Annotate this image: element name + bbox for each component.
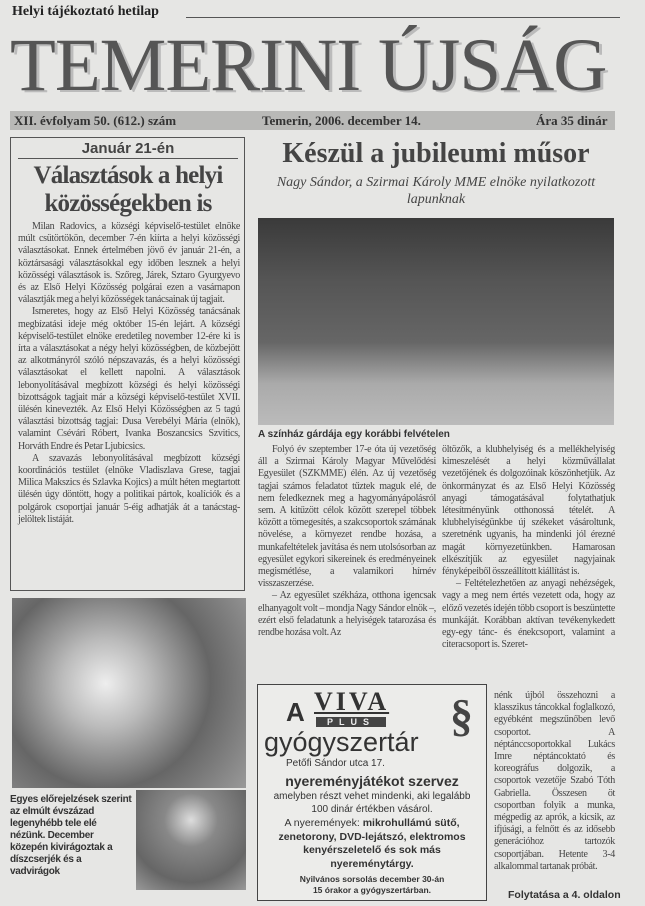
ad-name: gyógyszertár [264,727,419,757]
photo-caption: Egyes előrejelzések szerint az elmúlt évszázad legenyhébb tele elé nézünk. December közepén kivirágoztak a díszcserjék és a vadvirágok [10,794,132,877]
kicker: Helyi tájékoztató hetilap [12,4,159,19]
photo-caption: A színház gárdája egy korábbi felvételen [258,429,450,440]
divider [186,17,620,18]
theatre-photo [258,218,614,425]
ad-brand: VIVA [314,687,390,716]
ad-draw: Nyilvános sorsolás december 30-án 15 órakor a gyógyszertárban. [299,874,445,895]
price: Ára 35 dinár [536,113,608,128]
article-column [494,690,615,873]
ad-headline: nyereményjátékot szervez [285,773,459,789]
paragraph: Ismeretes, hogy az Első Helyi Közösség tanácsának megbízatási ideje még október 15-én lejárt. A községi képviselő-testület elnöke eredetileg november 12-ére ki is írta a választásokat a négy helyi közösségben, de közbejött az alkotmányról szóló népszavazás, és a helyi közösségi választásokat el kellett napolni. A választások lebonyolításával megbízott községi és helyi közösségi bizottságok tagjait már a községi képviselő-testület XVII. ülésén kinevezték. Az Első Helyi Közösségben az 5 tagú választási bizottság tagjai: Dusa Verebélyi Mária (elnök), valamint Csévári Róbert, Ivanka Boszancsics Szvitics, Horváth Endre és Petar Ljubicsics. [18,306,240,452]
article-headline: Választások a helyi közösségekben is [33,162,223,217]
ad-text: amelyben részt vehet mindenki, aki legalább 100 dinár értékben vásárol. [273,791,471,815]
plant-photo [136,790,246,890]
paragraph: Milan Radovics, a községi képviselő-testület elnöke múlt csütörtökön, december 7-én kiírta a helyi közösségi választásokat. Ennek értelmében jövő év január 21-én, a köztársasági választásokkal egy időben lesznek a helyi közösségi választások is. Szőreg, Járek, Sztaro Gyurgyevo és az Első Helyi Közösség polgárai ezen a vasárnapon választják meg a helyi közösségek tanácsainak új tagjait. [18,221,240,306]
pharmacy-ad [257,684,487,901]
article-column [442,444,615,651]
ad-prizes: mikrohullámú sütő, zenetorony, DVD-lejátszó, elektromos kenyérszeletelő és sok más nyereménytárgy. [278,817,466,870]
ad-address: Petőfi Sándor utca 17. [286,758,385,769]
article-body [14,221,242,526]
paragraph: öltözők, a klubhelyiség és a mellékhelyiség kimeszelését a helyi közművállalat vezetőjének és dolgozóinak köszönhetjük. Az önkormányzat és az Első Helyi Közösség anyagi támogatásával folytathatjuk létesítményünk otthonossá tételét. A klubhelyiségünkbe új székeket vásároltunk, szeretnénk ugyanis, ha mindenki jól érezné magát környezetünkben. Hamarosan elkészítjük az egyesület nagyjainak fényképeiből összeállított kiállítást is. [442,444,615,578]
ad-a: A [286,697,305,727]
paragraph: – Az egyesület székháza, otthona igencsak elhanyagolt volt – mondja Nagy Sándor elnök –, ezért első feladatunk a helyiségek tatarozása és rendbe hozása volt. Az [258,590,436,639]
main-headline: Készül a jubileumi műsor [282,138,590,169]
issue-number: XII. évfolyam 50. (612.) szám [14,113,177,128]
paragraph: A szavazás lebonyolításával megbízott községi koordinációs testület (elnöke Vladiszlava Grese, tagjai Milica Makszics és Szlavka Kojics) a múlt héten megtartott ülésén úgy döntött, hogy a politikai pártok, koalíciók és a polgárok csoportjai január 5-éig adhatják át a tanácstag-jelöltek listáját. [18,452,240,525]
article-kicker: Január 21-én [18,140,238,159]
paragraph: Folyó év szeptember 17-e óta új vezetőség áll a Szirmai Károly Magyar Művelődési Egyesület (SZKMME) élén. Az új vezetőség tagjai számos feladatot tűztek maguk elé, de nem feledkeznek meg a hagyományápolásról sem. A kitűzött célok között szerepel többek között a tömegesítés, a szakcsoportok számának növelése, a környezet rendbe hozása, a munkafeltételek javítása és nem utolsósorban az egyesület egykori sikereinek és eredményeinek megismétlése, a valamikori hírnév visszaszerzése. [258,444,436,590]
masthead-title: TEMERINI ÚJSÁG [10,24,607,107]
paragraph: – Feltételezhetően az anyagi nehézségek, vagy a meg nem értés vezetett oda, hogy az előző vezetés idején több csoport is beszüntette munkáját. Korábban aktívan tevékenykedett egy-egy tánc- és énekcsoport, valamint a citeracsoport is. Szeret- [442,578,615,651]
continued-link[interactable]: Folytatása a 4. oldalon [508,889,621,901]
ad-plus: PLUS [316,717,386,727]
main-subhead: Nagy Sándor, a Szirmai Károly MME elnöke nyilatkozott lapunknak [276,175,596,207]
paragraph: nénk újból összehozni a klasszikus táncokkal foglalkozó, egyébként megszűnőben levő csoportot. A néptánccsoportokkal Lukács Imre néptáncoktató és koreográfus dolgozik, a csoportok vezetője Szabó Tóth Gabriella. Összesen öt csoportban folyik a munka, mégpedig az aprók, a kicsik, az ifjúsági, a felnőtt és az idősebb generációhoz tartozók csoportjában. Hetente 3-4 alkalommal tartanak próbát. [494,690,615,872]
ad-prizes-label: A nyeremények: [284,817,360,829]
left-article [14,140,242,526]
caduceus-icon: § [450,690,473,741]
issue-date: Temerin, 2006. december 14. [262,113,421,128]
flower-photo [12,598,246,788]
article-column [258,444,436,639]
